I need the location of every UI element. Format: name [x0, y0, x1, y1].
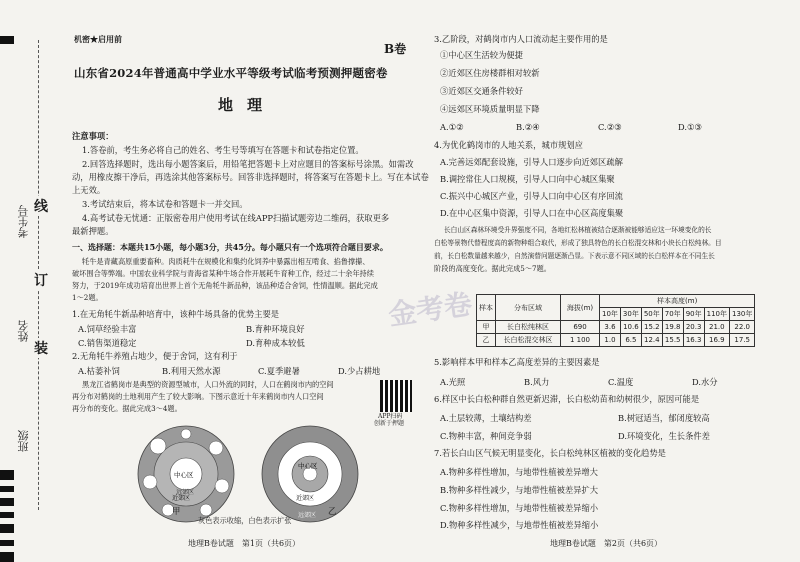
- th-region: 分布区域: [496, 295, 561, 321]
- q3-option-c: C.②③: [598, 122, 622, 132]
- watermark: 金考卷: [386, 287, 475, 332]
- q4-option-a: A.完善远郊配套设施，引导人口逐步向近郊区疏解: [440, 157, 623, 167]
- cell-region: 长白松纯林区: [496, 321, 561, 334]
- th-age: 90年: [683, 308, 704, 321]
- subject-title: 地理: [218, 96, 277, 114]
- cell-value: 22.0: [729, 321, 754, 334]
- th-sample: 样本: [477, 295, 496, 321]
- yi-center-label: 中心区: [298, 462, 318, 470]
- passage-line: 再分布对鹤岗的土地利用产生了较大影响。下图示意近十年来鹤岗市内人口空间: [72, 392, 324, 401]
- binding-stripe: [0, 512, 14, 518]
- cell-value: 6.5: [620, 334, 641, 347]
- th-age: 130年: [729, 308, 754, 321]
- zhuang-char: 装: [34, 338, 48, 358]
- q4-stem: 4.为优化鹤岗市的人地关系，城市规划应: [434, 140, 583, 150]
- line-char: 线: [34, 196, 48, 216]
- figure-yi-label: 乙: [328, 506, 337, 516]
- cell-value: 1.0: [600, 334, 621, 347]
- q7-stem: 7.若长白山区气候无明显变化，长白松纯林区植被的变化趋势是: [434, 448, 666, 458]
- ding-char: 订: [34, 270, 48, 290]
- th-age: 30年: [620, 308, 641, 321]
- q5-option-d: D.水分: [692, 377, 718, 387]
- cell-value: 3.6: [600, 321, 621, 334]
- section-heading: 一、选择题：本题共15小题，每小题3分，共45分。每小题只有一个选项符合题目要求。: [72, 242, 388, 252]
- q7-option-b: B.物种多样性减少，与地带性植被差异扩大: [440, 485, 599, 495]
- passage-line: 破坏围合等弊端。中国农业科学院与青海省某种牛场合作开展耗牛育种工作，经过二十余年持续: [72, 269, 374, 278]
- cell-value: 20.3: [683, 321, 704, 334]
- cell-sample: 甲: [477, 321, 496, 334]
- cell-value: 17.5: [729, 334, 754, 347]
- th-age: 50年: [641, 308, 662, 321]
- th-age: 110年: [704, 308, 729, 321]
- q1-stem: 1.在无角牦牛新品种培育中，该种牛场具备的优势主要是: [72, 309, 280, 319]
- q7-option-c: C.物种多样性增加，与地带性植被差异缩小: [440, 503, 599, 513]
- q6-stem: 6.样区中长白松种群自然更新迟滞，长白松幼苗和幼树很少，原因可能是: [434, 394, 700, 404]
- q1-option-a: A.饲草经验丰富: [78, 324, 137, 334]
- q2-stem: 2.无角牦牛养殖占地少，便于舍饲，这有利于: [72, 351, 238, 361]
- exam-no-label: 考生号: [17, 205, 30, 238]
- jia-expansion-dot: [215, 479, 229, 493]
- population-figure: [128, 424, 408, 528]
- cell-value: 16.3: [683, 334, 704, 347]
- jia-expansion-dot: [200, 504, 212, 516]
- q4-option-c: C.振兴中心城区产业，引导人口向中心区有序回流: [440, 191, 623, 201]
- jia-expansion-dot: [143, 475, 157, 489]
- jia-far-label: 远郊区: [176, 489, 195, 496]
- q3-option-d: D.①③: [678, 122, 702, 132]
- figure-jia-label: 甲: [172, 506, 181, 516]
- jia-near-label: 近郊区: [172, 495, 191, 502]
- binding-stripe: [0, 486, 14, 492]
- q5-stem: 5.影响样本甲和样本乙高度差异的主要因素是: [434, 357, 600, 367]
- passage-line: 努力，于2019年成功培育出世界上首个无角牦牛新品种，该品种适合舍饲，性情温顺。据此完成: [72, 281, 378, 290]
- q1-option-c: C.销售渠道稳定: [78, 338, 137, 348]
- q5-option-c: C.温度: [608, 377, 634, 387]
- binding-stripe: [0, 36, 14, 44]
- note-item: 最新押题。: [72, 226, 114, 236]
- q4-option-b: B.调控常住人口规模，引导人口向中心城区集聚: [440, 174, 615, 184]
- q6-option-a: A.土层较薄，土壤结构差: [440, 413, 532, 423]
- jia-expansion-dot: [150, 438, 166, 454]
- yi-near-label: 近郊区: [296, 495, 315, 502]
- q6-option-c: C.物种丰富，种间竞争弱: [440, 431, 532, 441]
- binding-margin: [0, 0, 68, 562]
- notes-heading: 注意事项：: [72, 131, 114, 141]
- q6-option-d: D.环境变化，生长条件差: [618, 431, 710, 441]
- note-item: 2.回答选择题时，选出每小题答案后，用铅笔把答题卡上对应题目的答案标号涂黑。如需改: [82, 159, 414, 169]
- th-age: 10年: [600, 308, 621, 321]
- class-label: 班级: [17, 430, 30, 452]
- yi-far-label: 远郊区: [298, 512, 317, 519]
- jia-expansion-dot: [181, 429, 191, 439]
- cell-sample: 乙: [477, 334, 496, 347]
- q7-option-d: D.物种多样性减少，与地带性植被差异缩小: [440, 520, 599, 530]
- th-height: 样本高度(m): [600, 295, 755, 308]
- note-item: 3.考试结束后，将本试卷和答题卡一并交回。: [82, 199, 248, 209]
- passage-line: 再分布的变化。据此完成3～4题。: [72, 404, 182, 413]
- q3-stem: 3.乙阶段，对鹤岗市内人口流动起主要作用的是: [434, 34, 608, 44]
- q1-option-b: B.育种环境良好: [246, 324, 305, 334]
- cell-value: 16.9: [704, 334, 729, 347]
- left-column: [68, 0, 429, 562]
- binding-stripe: [0, 498, 14, 506]
- q3-statement: ③近郊区交通条件较好: [440, 86, 523, 96]
- q3-statement: ①中心区生活较为便捷: [440, 50, 523, 60]
- cell-value: 10.6: [620, 321, 641, 334]
- note-item: 1.答卷前，考生务必将自己的姓名、考生号等填写在答题卡和试卷指定位置。: [82, 145, 364, 155]
- qr-caption: APP扫码: [378, 413, 403, 420]
- qr-caption: 创新于押题: [374, 420, 405, 427]
- cell-value: 21.0: [704, 321, 729, 334]
- th-altitude: 海拔(m): [561, 295, 600, 321]
- cell-value: 19.8: [662, 321, 683, 334]
- note-item: 动，用橡皮擦干净后，再选涂其他答案标号。回答非选择题时，将答案写在答题卡上。写在本试卷: [72, 172, 429, 182]
- height-table: [476, 294, 755, 347]
- cell-altitude: 690: [561, 321, 600, 334]
- name-label: 姓名: [17, 320, 30, 342]
- cell-value: 12.4: [641, 334, 662, 347]
- q1-option-d: D.育种成本较低: [246, 338, 305, 348]
- page-footer: 地理B卷试题 第2页（共6页）: [550, 539, 663, 548]
- binding-stripe: [0, 470, 14, 480]
- passage-line: 长白山区森林环境受升界强度不同，各地红松林植被结合逐渐被能够适应这一环境变化的长: [444, 226, 712, 234]
- exam-title: 山东省2024年普通高中学业水平等级考试临考预测押题密卷: [74, 66, 388, 80]
- binding-stripe: [0, 540, 14, 546]
- q4-option-d: D.在中心区集中资源，引导人口在中心区高度集聚: [440, 208, 624, 218]
- q3-option-a: A.①②: [440, 122, 464, 132]
- q2-option-d: D.少占耕地: [338, 366, 381, 376]
- cell-value: 15.5: [662, 334, 683, 347]
- volume-label: B卷: [384, 42, 407, 56]
- q2-option-a: A.枯萎补饲: [78, 366, 120, 376]
- passage-line: 牦牛是青藏高原重要畜种。肉质耗牛在规模化和集约化饲养中暴露出相互啃食、掐鲁撑攥、: [82, 257, 370, 266]
- jia-center-label: 中心区: [174, 471, 194, 479]
- passage-line: 阶段的高度变化。据此完成5～7题。: [434, 264, 551, 273]
- note-item: 上无效。: [72, 185, 106, 195]
- q7-option-a: A.物种多样性增加，与地带性植被差异增大: [440, 467, 598, 477]
- th-age: 70年: [662, 308, 683, 321]
- passage-line: 前，长白松数量越来越少，自然演替问题逐渐凸显。下表示意不同区域的长白松样本在不同生长: [434, 252, 715, 260]
- qr-code[interactable]: [380, 380, 412, 412]
- table-row: [477, 321, 755, 334]
- figure-legend: 灰色表示收缩，白色表示扩张: [198, 516, 292, 525]
- cell-altitude: 1 100: [561, 334, 600, 347]
- q3-statement: ④远郊区环境质量明显下降: [440, 104, 540, 114]
- passage-line: 黑龙江省鹤岗市是典型的资源型城市，人口外流的同时，人口在鹤岗市内的空间: [82, 380, 334, 389]
- q5-option-b: B.风力: [524, 377, 550, 387]
- q2-option-b: B.利用天然水源: [162, 366, 221, 376]
- q3-option-b: B.②④: [516, 122, 540, 132]
- page-footer: 地理B卷试题 第1页（共6页）: [188, 539, 301, 548]
- q2-option-c: C.夏季避暑: [258, 366, 300, 376]
- cell-value: 15.2: [641, 321, 662, 334]
- passage-line: 白松等景物代替程度高的新物种组合取代，形成了独具特色的长白松混交林和小块长白松纯林。目: [434, 239, 722, 247]
- binding-stripe: [0, 552, 14, 562]
- table-row: [477, 334, 755, 347]
- q6-option-b: B.树冠适当，郁闭度较高: [618, 413, 710, 423]
- q5-option-a: A.光照: [440, 377, 466, 387]
- passage-line: 1～2题。: [72, 293, 103, 302]
- q3-statement: ②近郊区住房楼群相对较新: [440, 68, 540, 78]
- secret-mark: 机密★启用前: [74, 34, 122, 44]
- jia-expansion-dot: [209, 441, 223, 455]
- note-item: 4.高考试卷无忧通：正版密卷用户使用考试在线APP扫描试题旁边二维码，获取更多: [82, 213, 390, 223]
- binding-stripe: [0, 524, 14, 533]
- cell-region: 长白松混交林区: [496, 334, 561, 347]
- right-column: [432, 0, 796, 562]
